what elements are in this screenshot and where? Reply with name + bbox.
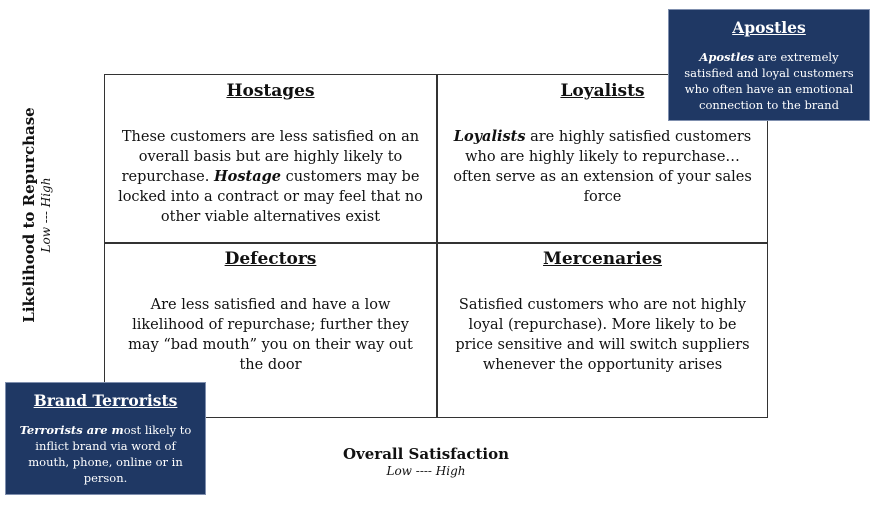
quadrant-title: Mercenaries xyxy=(543,249,662,269)
quadrant-description: Satisfied customers who are not highly loyal (repurchase). More likely to be price sensitive and will switch suppliers whenever the opportunity arises xyxy=(455,297,750,373)
emphasis-text: Terrorists are m xyxy=(19,423,124,437)
emphasis-text: Apostles xyxy=(699,50,754,64)
callout-description xyxy=(14,422,197,486)
y-axis-range: Low --- High xyxy=(39,177,53,253)
quadrant-description-text: are highly satisfied customers who are highly likely to repurchase…often serve as an extension of your sales force xyxy=(453,129,752,205)
x-axis-range: Low ---- High xyxy=(386,464,466,478)
quadrant-description: Are less satisfied and have a low likelihood of repurchase; further they may “bad mouth” you on their way out the door xyxy=(128,297,413,373)
callout-title: Apostles xyxy=(732,18,806,37)
quadrant-description-text: These customers are less satisfied on an overall basis but are highly likely to repurchase. xyxy=(121,129,420,185)
x-axis-label xyxy=(326,445,526,479)
apostles-callout xyxy=(668,9,870,121)
quadrant-title: Hostages xyxy=(226,81,315,101)
callout-description-text: ost likely to inflict brand via word of mouth, phone, online or in person. xyxy=(28,423,192,485)
x-axis-title: Overall Satisfaction xyxy=(342,445,510,463)
y-axis-title: Likelihood to Repurchase xyxy=(20,107,38,323)
quadrant-description-text: customers may be locked into a contract or may feel that no other viable alternatives exist xyxy=(118,169,423,225)
callout-description xyxy=(677,49,861,113)
quadrant-description xyxy=(450,127,755,207)
quadrant-title: Defectors xyxy=(224,249,317,269)
emphasis-text: Loyalists xyxy=(453,128,526,145)
quadrant-description xyxy=(118,127,423,227)
satisfaction-loyalty-matrix xyxy=(104,74,768,418)
quadrant-mercenaries xyxy=(437,243,768,418)
quadrant-title: Loyalists xyxy=(560,81,645,101)
callout-description-text: are extremely satisfied and loyal customers who often have an emotional connection to the brand xyxy=(684,50,854,112)
quadrant-hostages xyxy=(105,75,436,242)
y-axis-label xyxy=(20,95,60,335)
emphasis-text: Hostage xyxy=(213,168,281,185)
brand-terrorists-callout xyxy=(5,382,206,495)
callout-title: Brand Terrorists xyxy=(33,391,178,410)
